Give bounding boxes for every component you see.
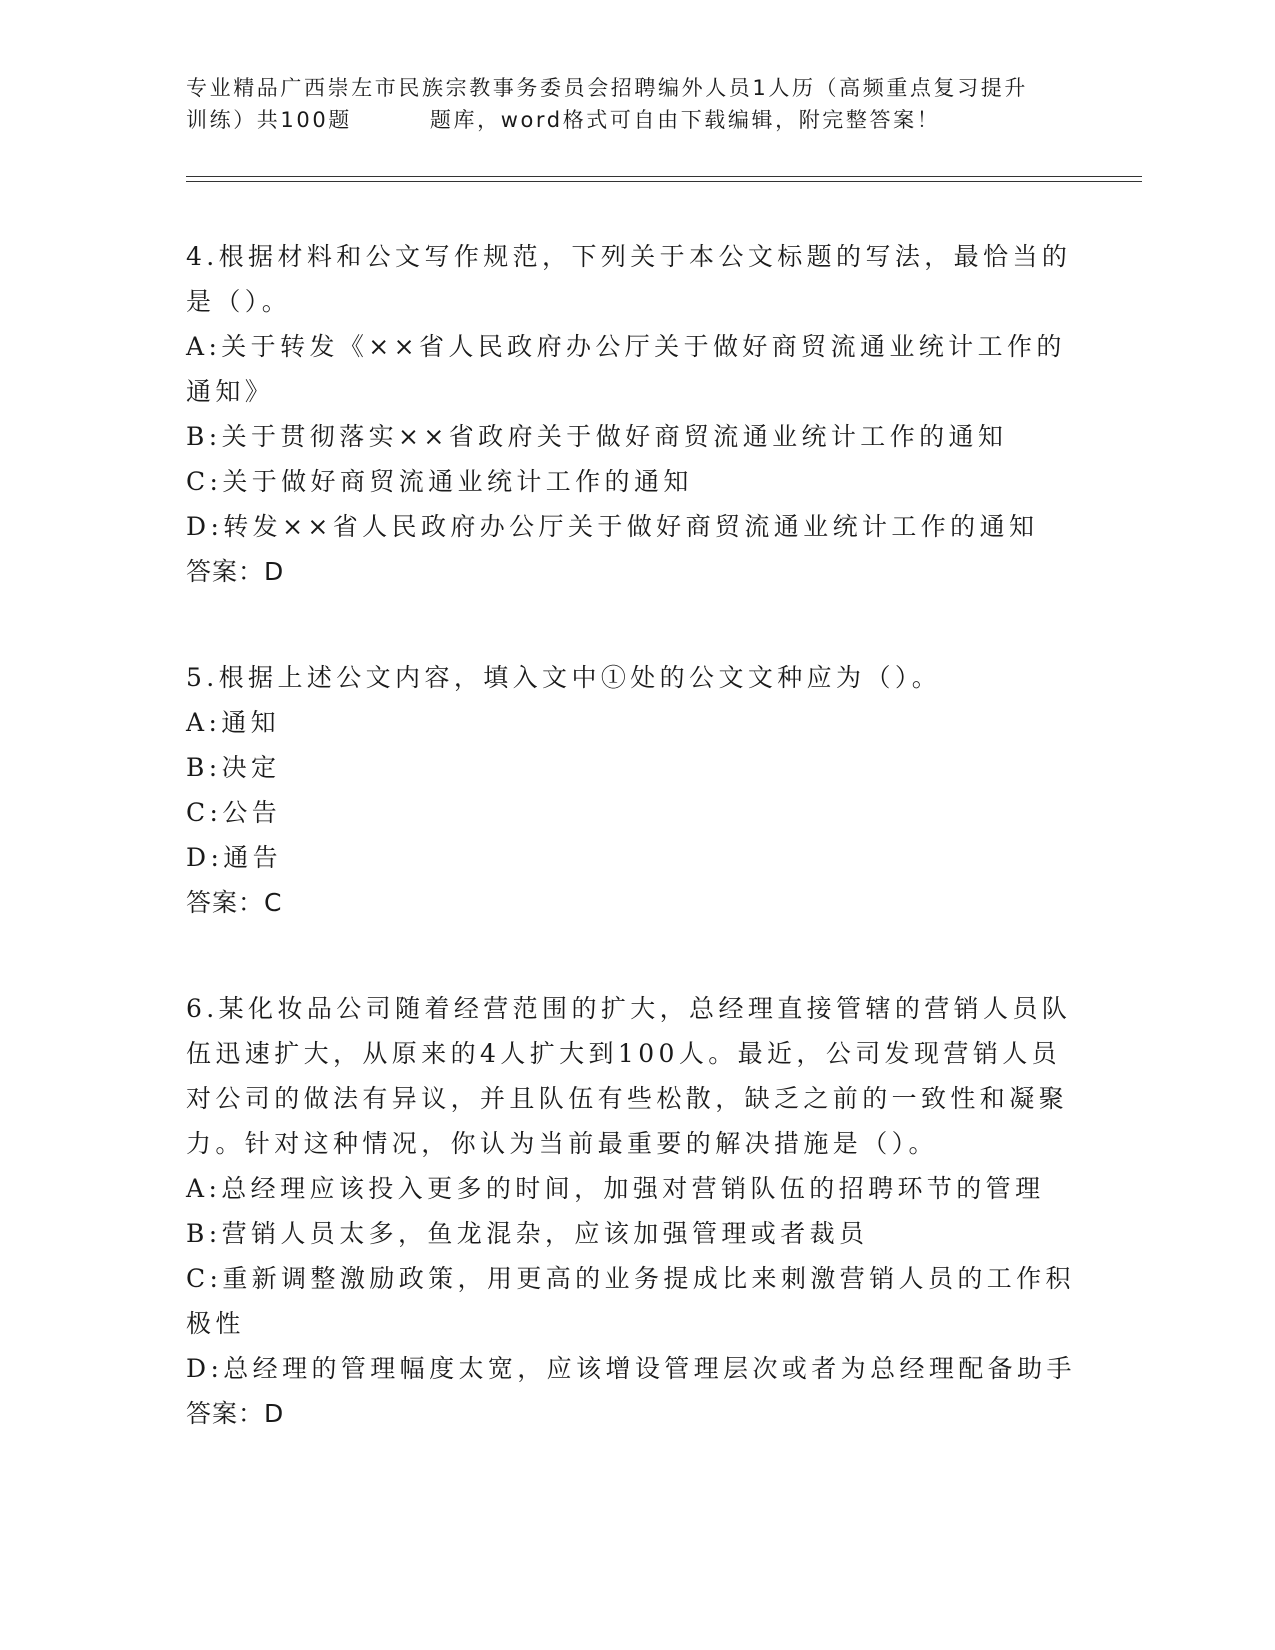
option-c: C:公告 [186, 798, 282, 827]
question-4 [186, 234, 1086, 595]
option-c: C:关于做好商贸流通业统计工作的通知 [186, 467, 693, 496]
option-b: B:营销人员太多，鱼龙混杂，应该加强管理或者裁员 [186, 1219, 869, 1248]
question-stem-line: 4.根据材料和公文写作规范，下列关于本公文标题的写法，最恰当的 [186, 242, 1072, 271]
answer: 答案：D [186, 1399, 285, 1428]
option-b: B:关于贯彻落实××省政府关于做好商贸流通业统计工作的通知 [186, 422, 1008, 451]
option-d: D:通告 [186, 843, 283, 872]
answer: 答案：D [186, 557, 285, 586]
header-line-2-right: 题库，word格式可自由下载编辑，附完整答案！ [429, 108, 941, 132]
question-stem-line: 对公司的做法有异议，并且队伍有些松散，缺乏之前的一致性和凝聚 [186, 1084, 1069, 1113]
header-line-1: 专业精品广西崇左市民族宗教事务委员会招聘编外人员1人历（高频重点复习提升 [186, 76, 1028, 100]
option-b: B:决定 [186, 753, 281, 782]
option-a: A:通知 [186, 708, 281, 737]
answer: 答案：C [186, 888, 283, 917]
question-5 [186, 655, 1086, 926]
header-line-2-left: 训练）共100题 [186, 108, 352, 132]
question-stem-line: 6.某化妆品公司随着经营范围的扩大，总经理直接管辖的营销人员队 [186, 994, 1072, 1023]
option-d: D:转发××省人民政府办公厅关于做好商贸流通业统计工作的通知 [186, 512, 1039, 541]
question-stem-line: 力。针对这种情况，你认为当前最重要的解决措施是（）。 [186, 1129, 938, 1158]
question-stem-line: 伍迅速扩大，从原来的4人扩大到100人。最近，公司发现营销人员 [186, 1039, 1062, 1068]
header-divider-bottom [186, 181, 1142, 182]
document-body [186, 234, 1086, 1497]
option-c-continued: 极性 [186, 1309, 245, 1338]
option-a-continued: 通知》 [186, 377, 275, 406]
header-line-2 [186, 104, 1106, 136]
question-6 [186, 986, 1086, 1437]
option-a: A:总经理应该投入更多的时间，加强对营销队伍的招聘环节的管理 [186, 1174, 1045, 1203]
document-header [186, 72, 1106, 136]
option-c: C:重新调整激励政策，用更高的业务提成比来刺激营销人员的工作积 [186, 1264, 1075, 1293]
question-stem-line: 5.根据上述公文内容，填入文中①处的公文文种应为（）。 [186, 663, 942, 692]
question-stem-line: 是（）。 [186, 287, 292, 316]
header-divider-top [186, 176, 1142, 177]
option-d: D:总经理的管理幅度太宽，应该增设管理层次或者为总经理配备助手 [186, 1354, 1076, 1383]
option-a: A:关于转发《××省人民政府办公厅关于做好商贸流通业统计工作的 [186, 332, 1066, 361]
